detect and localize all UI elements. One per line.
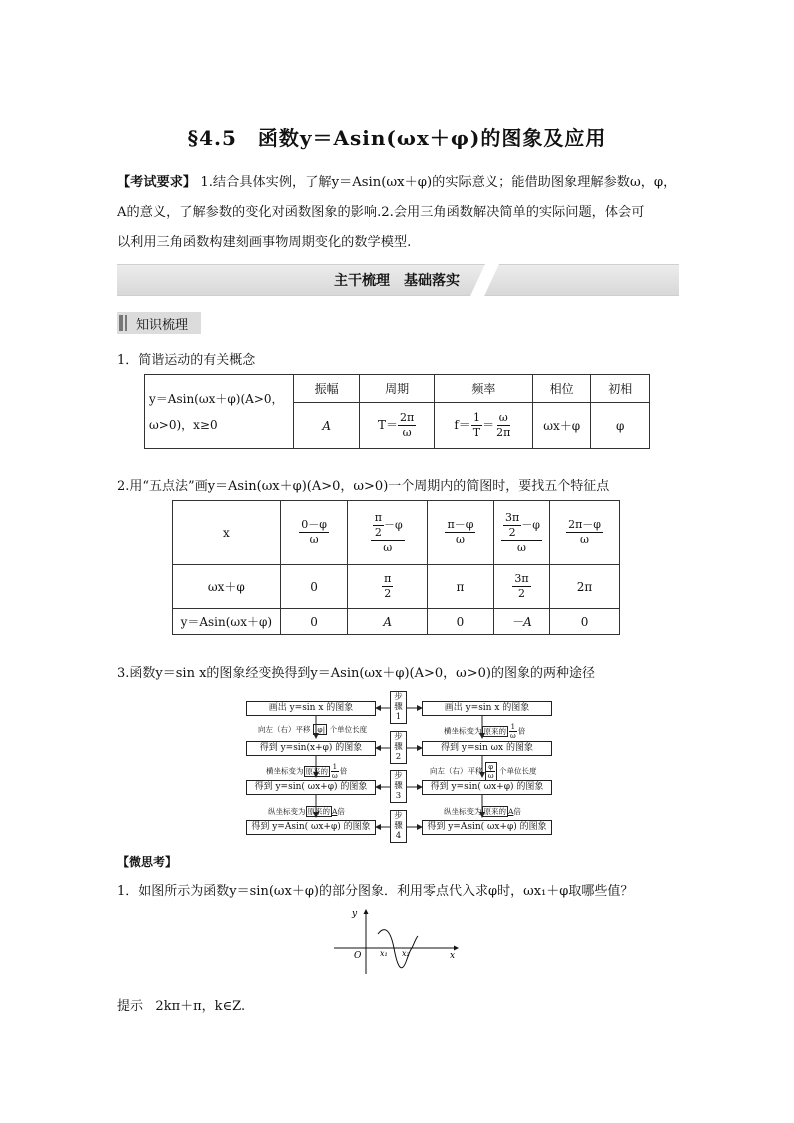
left-label-3: 纵坐标变为 原来的 A倍	[268, 807, 345, 816]
row-label-phase: ωx＋φ	[173, 565, 281, 609]
p4-den: 2	[517, 587, 525, 600]
x1-den: ω	[309, 533, 319, 546]
freq-prefix: f＝	[454, 418, 471, 432]
shm-def-line1: y＝Asin(ωx＋φ)(A>0，	[149, 391, 284, 406]
hint-label: 提示	[117, 999, 144, 1014]
x4-minus-phi: －φ	[521, 518, 540, 531]
x2-label: x₂	[402, 949, 410, 958]
freq-fraction-1	[471, 411, 482, 440]
x4-3pi: 3π	[505, 510, 520, 524]
left-label-2: 横坐标变为 原来的 $\frac{1}{\omega}$ 倍	[266, 763, 348, 780]
x-cell-1	[280, 501, 348, 565]
y-label: y	[352, 909, 358, 919]
think-question: 1．如图所示为函数y＝sin(ωx＋φ)的部分图象．利用零点代入求φ时，ωx₁＋φ取哪些值？	[117, 884, 634, 899]
step-2: 步 骤 2	[390, 731, 407, 764]
hint	[117, 995, 245, 1014]
phase-cell-1: 0	[280, 565, 348, 609]
x2-minus-phi: －φ	[384, 518, 403, 531]
step-1: 步 骤 1	[390, 691, 407, 724]
row-label-x: x	[173, 501, 281, 565]
x-cell-2	[348, 501, 428, 565]
p2-num: π	[384, 572, 392, 585]
header-initial-phase: 初相	[591, 375, 650, 403]
header-frequency: 频率	[434, 375, 532, 403]
row-label-y: y＝Asin(ωx＋φ)	[173, 609, 281, 635]
left-label-1: 向左（右）平移 |φ| 个单位长度	[258, 725, 368, 734]
value-initial-phase: φ	[591, 403, 650, 449]
shm-definition-cell	[145, 375, 294, 449]
x1-label: x₁	[380, 949, 388, 958]
period-den: ω	[402, 426, 412, 439]
value-frequency	[434, 403, 532, 449]
phase-cell-5: 2π	[550, 565, 620, 609]
freq-eq: ＝	[482, 418, 495, 432]
phase-cell-3: π	[428, 565, 494, 609]
knowledge-tag: 知识梳理	[136, 318, 189, 333]
right-label-1: 横坐标变为 原来的 $\frac{1}{\omega}$ 倍	[444, 723, 526, 740]
right-label-3: 纵坐标变为 原来的 A倍	[444, 807, 521, 816]
freq-num1: 1	[472, 411, 480, 424]
period-fraction	[398, 411, 416, 440]
y-cell-4: －A	[493, 609, 549, 635]
left-box-4: 得到 y=Asin( ωx+φ) 的图象	[246, 820, 376, 835]
freq-den2: 2π	[496, 426, 511, 439]
x-cell-4	[493, 501, 549, 565]
tag-bar-icon-thin	[125, 315, 127, 331]
x-cell-3	[428, 501, 494, 565]
x-cell-5	[550, 501, 620, 565]
value-amplitude: A	[293, 403, 359, 449]
right-box-3: 得到 y=sin( ωx+φ) 的图象	[422, 780, 552, 795]
phase-cell-2	[348, 565, 428, 609]
left-box-2: 得到 y=sin(x+φ) 的图象	[246, 741, 376, 756]
item3-heading: 3.函数y＝sin x的图象经变换得到y＝Asin(ωx＋φ)(A>0，ω>0)的图象的两种途径	[117, 666, 595, 681]
requirements-line-3: 以利用三角函数构建刻画事物周期变化的数学模型.	[117, 235, 412, 250]
x2-den: ω	[383, 540, 393, 554]
x2-two: 2	[374, 525, 382, 539]
origin-label: O	[354, 951, 362, 961]
x2-pi: π	[374, 510, 382, 524]
shm-def-line2: ω>0)，x≥0	[149, 417, 218, 432]
requirements-tag: 【考试要求】	[117, 175, 197, 190]
right-box-1: 画出 y=sin x 的图象	[422, 701, 552, 716]
exam-requirements	[117, 168, 679, 258]
p2-den: 2	[384, 587, 392, 600]
y-cell-2: A	[348, 609, 428, 635]
page-title: §4.5 函数y＝Asin(ωx＋φ)的图象及应用	[187, 126, 607, 150]
left-box-3: 得到 y=sin( ωx+φ) 的图象	[246, 780, 376, 795]
y-cell-3: 0	[428, 609, 494, 635]
y-cell-5: 0	[550, 609, 620, 635]
x-label: x	[450, 951, 456, 961]
requirements-line-1: 1.结合具体实例，了解y＝Asin(ωx＋φ)的实际意义；能借助图象理解参数ω，φ，	[200, 175, 677, 190]
sine-sketch	[330, 904, 462, 976]
right-label-2: 向左（右）平移 $\frac{\varphi}{\omega}$ 个单位长度	[430, 763, 537, 780]
item1-heading: 1．简谐运动的有关概念	[117, 353, 256, 368]
requirements-line-2: A的意义，了解参数的变化对函数图象的影响.2.会用三角函数解决简单的实际问题，体会可	[117, 205, 645, 220]
value-phase: ωx＋φ	[532, 403, 591, 449]
period-prefix: T＝	[377, 418, 398, 432]
section-banner-text: 主干梳理 基础落实	[334, 273, 460, 289]
think-tag: 【微思考】	[117, 855, 178, 869]
x5-num: 2π－φ	[568, 518, 602, 531]
x5-den: ω	[580, 533, 590, 546]
item2-heading: 2.用“五点法”画y＝Asin(ωx＋φ)(A>0，ω>0)一个周期内的简图时，要找五个特征点	[117, 479, 610, 494]
step-4: 步 骤 4	[390, 810, 407, 843]
freq-fraction-2	[494, 411, 512, 440]
hint-text: 2kπ＋π，k∈Z.	[155, 999, 246, 1014]
x3-num: π－φ	[447, 518, 474, 531]
header-amplitude: 振幅	[293, 375, 359, 403]
right-box-2: 得到 y=sin ωx 的图象	[422, 741, 552, 756]
period-num: 2π	[399, 411, 415, 424]
left-box-1: 画出 y=sin x 的图象	[246, 701, 376, 716]
freq-den1: T	[472, 426, 481, 439]
shm-table	[144, 374, 650, 449]
header-period: 周期	[360, 375, 434, 403]
p4-num: 3π	[514, 572, 529, 585]
right-box-4: 得到 y=Asin( ωx+φ) 的图象	[422, 820, 552, 835]
x3-den: ω	[455, 533, 465, 546]
x4-two: 2	[508, 525, 516, 539]
x1-num: 0－φ	[301, 518, 327, 531]
freq-num2: ω	[498, 411, 508, 424]
tag-bar-icon	[119, 315, 123, 331]
five-point-table	[172, 500, 620, 635]
header-phase: 相位	[532, 375, 591, 403]
y-cell-1: 0	[280, 609, 348, 635]
x4-den: ω	[516, 540, 526, 554]
value-period	[360, 403, 434, 449]
phase-cell-4	[493, 565, 549, 609]
step-3: 步 骤 3	[390, 770, 407, 803]
